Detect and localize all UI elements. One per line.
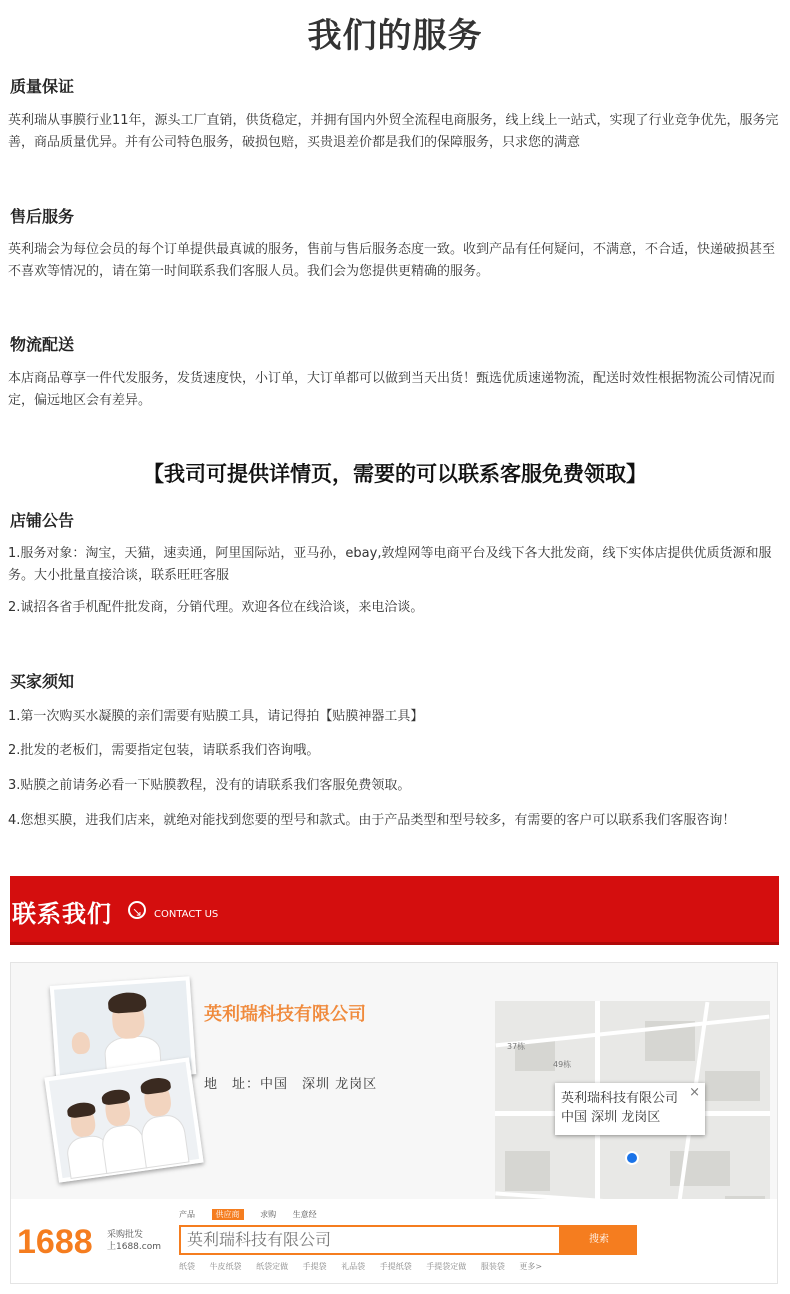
tab-supplier[interactable]: 供应商 [212,1209,244,1220]
tab-product[interactable]: 产品 [179,1210,195,1219]
map-info-popup [555,1083,705,1135]
notice-heading: 店铺公告 [10,511,75,530]
notice-item-1: 1.服务对象：淘宝，天猫，速卖通，阿里国际站，亚马孙，ebay,敦煌网等电商平台及线下各大批发商，线下实体店提供优质货源和服务。大小批量直接洽谈，联系旺旺客服 [8,546,772,583]
page-title: 我们的服务 [307,16,483,56]
hot-keyword[interactable]: 手提袋定做 [426,1262,467,1271]
hot-keyword[interactable]: 礼品袋 [341,1262,366,1271]
buyer-item-2: 2.批发的老板们，需要指定包装，请联系我们咨询哦。 [8,743,320,758]
popup-company-name: 英利瑞科技有限公司 [561,1091,679,1106]
contact-title-cn: 联系我们 [12,900,112,928]
hot-keyword[interactable]: 手提袋 [302,1262,327,1271]
address-label: 地 址： [204,1077,261,1092]
arrow-down-right-icon: ↘ [128,901,146,919]
hot-keyword[interactable]: 服装袋 [480,1262,505,1271]
hot-keyword-more[interactable]: 更多> [519,1262,543,1271]
hot-keyword[interactable]: 纸袋 [179,1262,195,1271]
section-heading-quality: 质量保证 [10,77,75,96]
tab-purchase[interactable]: 求购 [260,1210,277,1219]
buyer-item-1: 1.第一次购买水凝膜的亲们需要有贴膜工具，请记得拍【贴膜神器工具】 [8,709,424,724]
notice-item-2: 2.诚招各省手机配件批发商，分销代理。欢迎各位在线洽谈，来电洽谈。 [8,600,424,615]
section-text-aftersale: 英利瑞会为每位会员的每个订单提供最真诚的服务，售前与售后服务态度一致。收到产品有任何疑问，不满意，不合适，快递破损甚至不喜欢等情况的，请在第一时间联系我们客服人员。我们会为您提供更精确的服务。 [8,242,776,279]
map-label-49: 49栋 [553,1060,572,1069]
buyer-heading: 买家须知 [10,672,75,691]
buyer-item-4: 4.您想买膜，进我们店来，就绝对能找到您要的型号和款式。由于产品类型和型号较多，有需要的客户可以联系我们客服咨询！ [8,813,736,828]
search-bar-1688 [11,1199,777,1283]
detail-page-banner: 【我司可提供详情页，需要的可以联系客服免费领取】 [143,462,647,486]
hot-keyword[interactable]: 手提纸袋 [379,1262,412,1271]
location-map[interactable] [495,1001,770,1223]
popup-address: 中国 深圳 龙岗区 [561,1110,661,1125]
hot-keywords [179,1261,554,1272]
hot-keyword[interactable]: 纸袋定做 [256,1262,289,1271]
logo-subtitle: 采购批发 上1688.com [107,1230,161,1252]
search-button[interactable]: 搜索 [561,1225,637,1255]
section-heading-aftersale: 售后服务 [10,207,75,226]
map-label-37: 37栋 [507,1042,526,1051]
contact-us-header [10,876,779,945]
search-tabs [179,1209,331,1220]
close-icon[interactable]: × [689,1085,700,1100]
location-pin-icon[interactable] [625,1151,639,1165]
address-value: 中国 深圳 龙岗区 [260,1077,378,1092]
section-text-quality: 英利瑞从事膜行业11年，源头工厂直销，供货稳定，并拥有国内外贸全流程电商服务，线上线上一站式，实现了行业竞争优先，服务完善，商品质量优异。并有公司特色服务，破损包赔，买贵退差价都是我们的保障服务，只求您的满意 [8,113,779,150]
section-heading-logistics: 物流配送 [10,335,75,354]
search-input[interactable]: 英利瑞科技有限公司 [179,1225,561,1255]
company-name: 英利瑞科技有限公司 [204,1004,366,1025]
buyer-item-3: 3.贴膜之前请务必看一下贴膜教程，没有的请联系我们客服免费领取。 [8,778,411,793]
contact-title-en: CONTACT US [154,909,219,920]
logo-1688: 1688 [17,1223,93,1261]
section-text-logistics: 本店商品尊享一件代发服务，发货速度快，小订单，大订单都可以做到当天出货！甄选优质速递物流，配送时效性根据物流公司情况而定，偏远地区会有差异。 [8,371,776,408]
customer-service-team-photo [44,1057,203,1182]
company-address [204,1073,377,1092]
contact-card [10,962,778,1284]
tab-business[interactable]: 生意经 [292,1210,317,1219]
hot-keyword[interactable]: 牛皮纸袋 [209,1262,242,1271]
